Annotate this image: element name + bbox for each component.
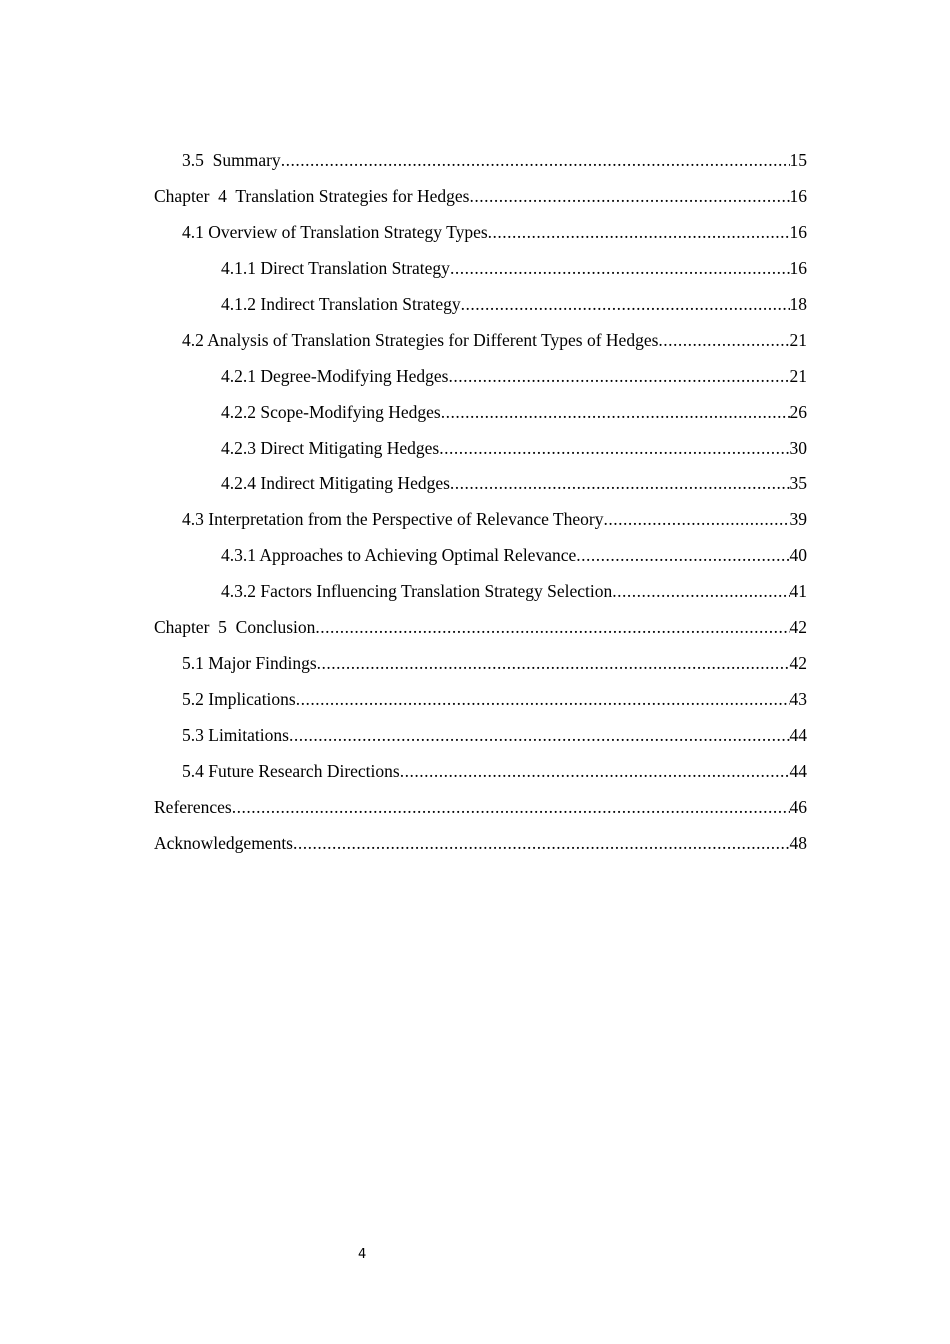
toc-entry[interactable] xyxy=(154,687,807,723)
toc-entry-title: 4.3.1 Approaches to Achieving Optimal Relevance xyxy=(221,545,577,566)
toc-entry-title: 4.2.1 Degree-Modifying Hedges xyxy=(221,365,449,386)
toc-entry[interactable] xyxy=(154,184,807,220)
toc-entry[interactable] xyxy=(154,723,807,759)
toc-dot-leader xyxy=(296,687,790,711)
toc-entry-page: 44 xyxy=(789,725,807,745)
toc-entry-title: 4.3.2 Factors Influencing Translation Strategy Selection xyxy=(221,581,613,602)
toc-entry-page: 21 xyxy=(789,329,807,350)
toc-entry[interactable] xyxy=(154,579,807,615)
toc-entry-page: 39 xyxy=(789,509,807,530)
toc-dot-leader xyxy=(281,148,790,172)
toc-entry-page: 18 xyxy=(789,293,807,314)
toc-dot-leader xyxy=(317,651,790,675)
toc-dot-leader xyxy=(441,400,790,424)
toc-entry[interactable] xyxy=(154,651,807,687)
toc-dot-leader xyxy=(658,328,789,352)
table-of-contents xyxy=(154,148,807,867)
toc-entry-page: 40 xyxy=(789,545,807,566)
toc-entry[interactable] xyxy=(154,256,807,292)
toc-entry-page: 35 xyxy=(789,473,807,494)
toc-dot-leader xyxy=(576,543,789,567)
toc-dot-leader xyxy=(450,256,790,280)
toc-entry-page: 16 xyxy=(789,221,807,242)
toc-entry-title: 4.1 Overview of Translation Strategy Types xyxy=(182,221,488,242)
toc-entry-page: 30 xyxy=(789,437,807,458)
toc-entry[interactable] xyxy=(154,400,807,436)
toc-entry[interactable] xyxy=(154,507,807,543)
toc-entry-title: 4.2 Analysis of Translation Strategies for Different Types of Hedges xyxy=(182,329,659,350)
toc-dot-leader xyxy=(488,220,790,244)
toc-dot-leader xyxy=(450,471,790,495)
toc-entry-page: 43 xyxy=(789,689,807,710)
toc-dot-leader xyxy=(315,615,789,639)
toc-entry-page: 16 xyxy=(789,257,807,278)
toc-dot-leader xyxy=(293,831,790,855)
toc-entry-title: 5.3 Limitations xyxy=(182,725,289,745)
toc-entry-title: Chapter 5 Conclusion xyxy=(154,617,316,638)
toc-entry-title: 4.1.1 Direct Translation Strategy xyxy=(221,257,450,278)
toc-entry-title: 4.2.2 Scope-Modifying Hedges xyxy=(221,401,441,422)
toc-entry-page: 42 xyxy=(789,653,807,674)
toc-entry[interactable] xyxy=(154,615,807,651)
toc-entry[interactable] xyxy=(154,759,807,795)
toc-entry-title: 5.4 Future Research Directions xyxy=(182,760,400,781)
toc-entry-title: References xyxy=(154,796,232,817)
toc-dot-leader xyxy=(400,759,790,783)
toc-dot-leader xyxy=(469,184,789,208)
toc-entry-title: 4.2.4 Indirect Mitigating Hedges xyxy=(221,473,450,494)
toc-entry[interactable] xyxy=(154,543,807,579)
toc-entry-title: 4.1.2 Indirect Translation Strategy xyxy=(221,293,461,314)
toc-entry[interactable] xyxy=(154,795,807,831)
toc-entry-page: 44 xyxy=(789,760,807,781)
toc-dot-leader xyxy=(603,507,789,531)
toc-entry-page: 16 xyxy=(789,185,807,206)
toc-entry-title: 3.5 Summary xyxy=(182,150,281,170)
toc-entry[interactable] xyxy=(154,328,807,364)
toc-entry-title: 5.1 Major Findings xyxy=(182,653,317,674)
page-number: 4 xyxy=(358,1247,367,1262)
toc-entry-page: 48 xyxy=(789,832,807,853)
toc-entry-page: 15 xyxy=(789,150,807,170)
toc-entry-page: 21 xyxy=(789,365,807,386)
toc-entry[interactable] xyxy=(154,831,807,867)
toc-entry[interactable] xyxy=(154,471,807,507)
toc-entry-page: 46 xyxy=(789,796,807,817)
toc-entry-page: 42 xyxy=(789,617,807,638)
toc-dot-leader xyxy=(439,436,789,460)
toc-entry-title: Acknowledgements xyxy=(154,832,293,853)
toc-entry[interactable] xyxy=(154,220,807,256)
toc-entry[interactable] xyxy=(154,436,807,472)
toc-entry-title: 5.2 Implications xyxy=(182,689,296,710)
toc-dot-leader xyxy=(461,292,790,316)
toc-dot-leader xyxy=(289,723,790,747)
toc-dot-leader xyxy=(448,364,789,388)
toc-entry-title: Chapter 4 Translation Strategies for Hedges xyxy=(154,185,470,206)
toc-dot-leader xyxy=(612,579,789,603)
toc-dot-leader xyxy=(232,795,790,819)
toc-entry-title: 4.2.3 Direct Mitigating Hedges xyxy=(221,437,440,458)
toc-entry[interactable] xyxy=(154,364,807,400)
toc-entry-page: 26 xyxy=(789,401,807,422)
toc-entry-title: 4.3 Interpretation from the Perspective of Relevance Theory xyxy=(182,509,604,530)
toc-entry[interactable] xyxy=(154,148,807,184)
toc-entry[interactable] xyxy=(154,292,807,328)
toc-entry-page: 41 xyxy=(789,581,807,602)
